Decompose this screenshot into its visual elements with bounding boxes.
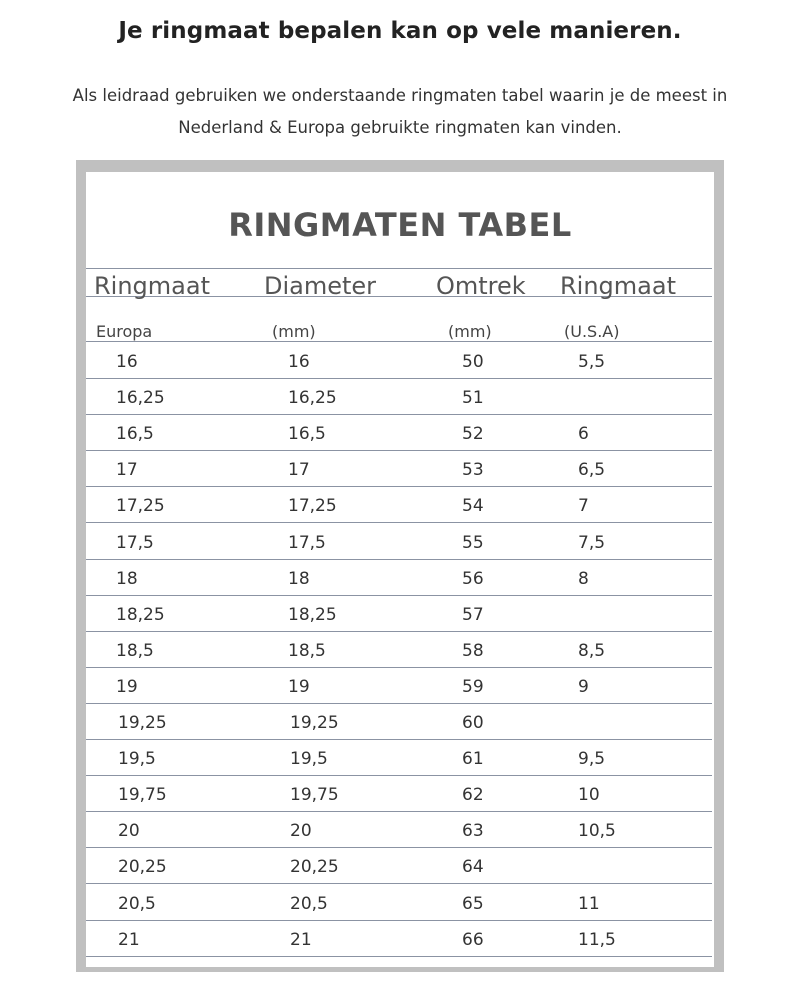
table-cell: 57 <box>462 605 484 625</box>
table-cell: 16 <box>116 352 138 372</box>
table-cell: 18,5 <box>288 641 326 661</box>
table-cell: 6 <box>578 424 589 444</box>
table-cell: 19,25 <box>118 713 167 733</box>
title-divider <box>86 268 712 269</box>
table-cell: 18 <box>288 569 310 589</box>
table-cell: 19 <box>288 677 310 697</box>
table-cell: 53 <box>462 460 484 480</box>
intro-line-2: Nederland & Europa gebruikte ringmaten kan vinden. <box>178 118 622 137</box>
column-subheader-4: (U.S.A) <box>564 322 620 341</box>
table-cell: 16,5 <box>116 424 154 444</box>
table-cell: 18,25 <box>288 605 337 625</box>
table-cell: 20,25 <box>118 857 167 877</box>
column-header-4: Ringmaat <box>560 272 676 300</box>
table-cell: 17,25 <box>288 496 337 516</box>
table-cell: 19,5 <box>290 749 328 769</box>
table-cell: 52 <box>462 424 484 444</box>
table-cell: 63 <box>462 821 484 841</box>
table-cell: 18 <box>116 569 138 589</box>
row-divider <box>86 486 712 487</box>
table-cell: 10,5 <box>578 821 616 841</box>
table-cell: 58 <box>462 641 484 661</box>
table-cell: 17,5 <box>116 533 154 553</box>
table-cell: 54 <box>462 496 484 516</box>
table-cell: 8,5 <box>578 641 606 661</box>
row-divider <box>86 450 712 451</box>
table-cell: 60 <box>462 713 484 733</box>
row-divider <box>86 956 712 957</box>
row-divider <box>86 378 712 379</box>
table-cell: 17,5 <box>288 533 326 553</box>
table-cell: 17 <box>288 460 310 480</box>
table-cell: 21 <box>118 930 140 950</box>
table-cell: 19,75 <box>118 785 167 805</box>
table-cell: 10 <box>578 785 600 805</box>
table-cell: 17 <box>116 460 138 480</box>
column-subheader-2: (mm) <box>272 322 316 341</box>
row-divider <box>86 811 712 812</box>
intro-text <box>0 80 800 144</box>
table-cell: 8 <box>578 569 589 589</box>
table-cell: 20 <box>290 821 312 841</box>
row-divider <box>86 775 712 776</box>
table-cell: 18,25 <box>116 605 165 625</box>
table-cell: 20,25 <box>290 857 339 877</box>
column-subheader-1: Europa <box>96 322 153 341</box>
table-cell: 64 <box>462 857 484 877</box>
table-cell: 9,5 <box>578 749 606 769</box>
column-header-1: Ringmaat <box>94 272 210 300</box>
row-divider <box>86 739 712 740</box>
table-cell: 20,5 <box>118 894 156 914</box>
table-cell: 66 <box>462 930 484 950</box>
subheader-divider <box>86 341 712 342</box>
row-divider <box>86 883 712 884</box>
table-cell: 9 <box>578 677 589 697</box>
table-cell: 62 <box>462 785 484 805</box>
intro-line-1: Als leidraad gebruiken we onderstaande ringmaten tabel waarin je de meest in <box>72 86 728 105</box>
row-divider <box>86 414 712 415</box>
table-cell: 16,5 <box>288 424 326 444</box>
column-header-3: Omtrek <box>436 272 526 300</box>
table-cell: 16,25 <box>288 388 337 408</box>
table-cell: 19 <box>116 677 138 697</box>
table-cell: 6,5 <box>578 460 606 480</box>
table-cell: 18,5 <box>116 641 154 661</box>
table-cell: 20,5 <box>290 894 328 914</box>
table-cell: 56 <box>462 569 484 589</box>
table-cell: 7 <box>578 496 589 516</box>
column-header-2: Diameter <box>264 272 377 300</box>
table-cell: 61 <box>462 749 484 769</box>
table-cell: 20 <box>118 821 140 841</box>
table-cell: 19,75 <box>290 785 339 805</box>
table-cell: 16 <box>288 352 310 372</box>
row-divider <box>86 595 712 596</box>
row-divider <box>86 631 712 632</box>
table-cell: 59 <box>462 677 484 697</box>
table-cell: 11,5 <box>578 930 616 950</box>
ring-size-table-frame <box>76 160 724 972</box>
table-cell: 19,25 <box>290 713 339 733</box>
table-cell: 51 <box>462 388 484 408</box>
ring-size-table <box>86 172 714 967</box>
table-cell: 55 <box>462 533 484 553</box>
table-cell: 50 <box>462 352 484 372</box>
page-title: Je ringmaat bepalen kan op vele manieren. <box>118 18 682 44</box>
row-divider <box>86 703 712 704</box>
table-cell: 7,5 <box>578 533 606 553</box>
table-cell: 16,25 <box>116 388 165 408</box>
row-divider <box>86 847 712 848</box>
table-cell: 5,5 <box>578 352 606 372</box>
row-divider <box>86 667 712 668</box>
table-cell: 19,5 <box>118 749 156 769</box>
table-cell: 65 <box>462 894 484 914</box>
row-divider <box>86 559 712 560</box>
row-divider <box>86 920 712 921</box>
table-title: RINGMATEN TABEL <box>228 206 572 244</box>
column-subheader-3: (mm) <box>448 322 492 341</box>
row-divider <box>86 522 712 523</box>
table-cell: 11 <box>578 894 600 914</box>
table-cell: 17,25 <box>116 496 165 516</box>
table-cell: 21 <box>290 930 312 950</box>
